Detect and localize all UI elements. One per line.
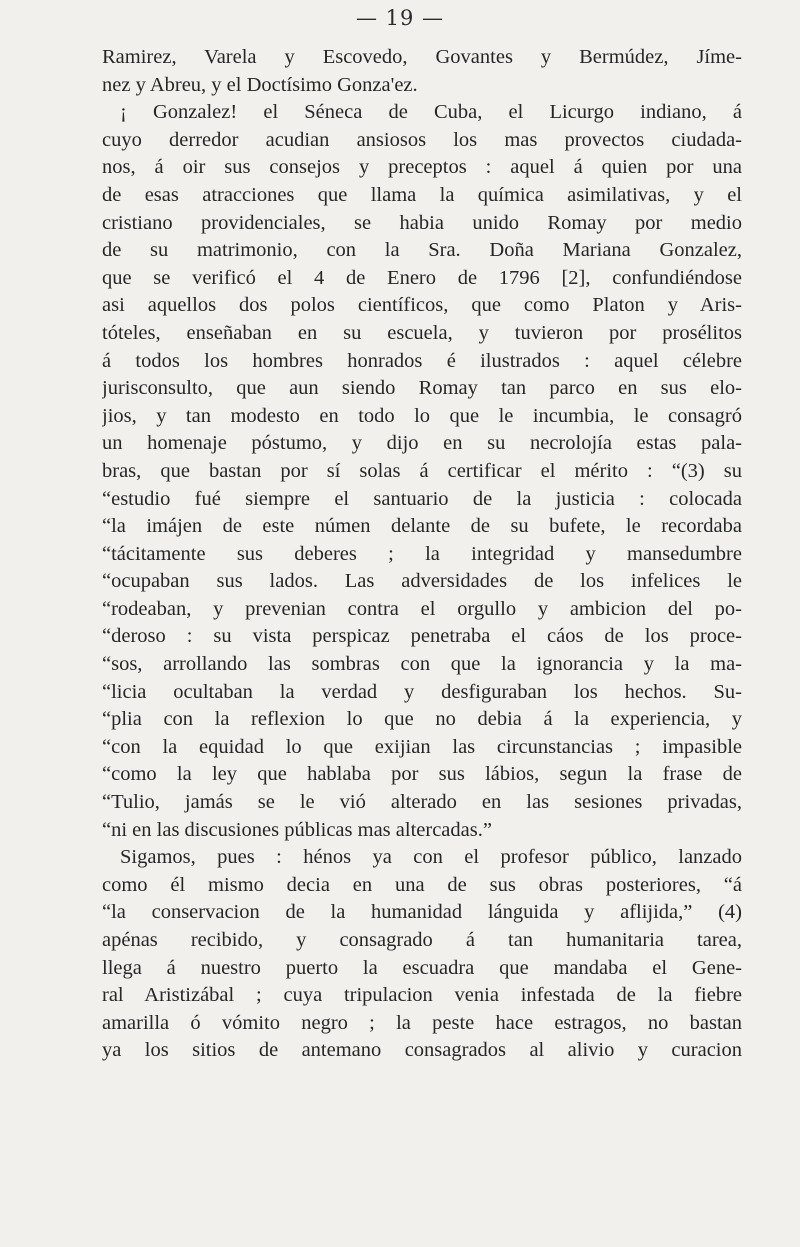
page-number: — 19 — xyxy=(355,6,445,30)
text-line: ral Aristizábal ; cuya tripulacion venia infestada de la fiebre xyxy=(102,984,742,1007)
text-line: “Tulio, jamás se le vió alterado en las sesiones privadas, xyxy=(102,791,742,814)
text-line: “la imájen de este númen delante de su bufete, le recordaba xyxy=(102,515,742,538)
text-line: “deroso : su vista perspicaz penetraba el cáos de los proce- xyxy=(102,625,742,648)
text-line: “ni en las discusiones públicas mas altercadas.” xyxy=(102,818,492,841)
text-line: Ramirez, Varela y Escovedo, Govantes y Bermúdez, Jíme- xyxy=(102,46,742,68)
text-line: “tácitamente sus deberes ; la integridad y mansedumbre xyxy=(102,542,742,565)
text-line: cristiano providenciales, se habia unido Romay por medio xyxy=(102,211,742,234)
text-line: ya los sitios de antemano consagrados al alivio y curacion xyxy=(102,1039,742,1062)
text-line: de esas atracciones que llama la química asimilativas, y el xyxy=(102,183,742,206)
text-line: nez y Abreu, y el Doctísimo Gonza'ez. xyxy=(102,73,418,96)
text-line: Sigamos, pues : hénos ya con el profesor público, lanzado xyxy=(120,846,742,869)
page-text xyxy=(102,44,742,1065)
text-line: “con la equidad lo que exijian las circunstancias ; impasible xyxy=(102,735,742,758)
text-line: nos, á oir sus consejos y preceptos : aquel á quien por una xyxy=(102,156,742,179)
text-line: cuyo derredor acudian ansiosos los mas provectos ciudada- xyxy=(102,128,742,151)
text-line: “sos, arrollando las sombras con que la ignorancia y la ma- xyxy=(102,653,742,676)
text-line: ¡ Gonzalez! el Séneca de Cuba, el Licurgo indiano, á xyxy=(120,101,742,124)
text-line: que se verificó el 4 de Enero de 1796 [2], confundiéndose xyxy=(102,266,742,289)
text-line: como él mismo decia en una de sus obras posteriores, “á xyxy=(102,873,742,896)
text-line: “como la ley que hablaba por sus lábios, segun la frase de xyxy=(102,763,742,786)
text-line: llega á nuestro puerto la escuadra que mandaba el Gene- xyxy=(102,956,742,979)
text-line: “licia ocultaban la verdad y desfiguraban los hechos. Su- xyxy=(102,680,742,703)
text-line: de su matrimonio, con la Sra. Doña Mariana Gonzalez, xyxy=(102,239,742,262)
text-line: bras, que bastan por sí solas á certificar el mérito : “(3) su xyxy=(102,459,742,482)
text-line: “rodeaban, y prevenian contra el orgullo y ambicion del po- xyxy=(102,597,742,620)
text-line: jurisconsulto, que aun siendo Romay tan parco en sus elo- xyxy=(102,377,742,400)
text-line: apénas recibido, y consagrado á tan humanitaria tarea, xyxy=(102,929,742,951)
text-line: un homenaje póstumo, y dijo en su necrolojía estas pala- xyxy=(102,432,742,455)
text-line: amarilla ó vómito negro ; la peste hace estragos, no bastan xyxy=(102,1011,742,1034)
text-line: tóteles, enseñaban en su escuela, y tuvieron por prosélitos xyxy=(102,321,742,344)
text-line: asi aquellos dos polos científicos, que como Platon y Aris- xyxy=(102,294,742,317)
text-line: “estudio fué siempre el santuario de la justicia : colocada xyxy=(102,487,742,510)
text-line: “plia con la reflexion lo que no debia á la experiencia, y xyxy=(102,708,742,731)
text-line: á todos los hombres honrados é ilustrados : aquel célebre xyxy=(102,349,742,372)
text-line: jios, y tan modesto en todo lo que le incumbia, le consagró xyxy=(102,404,742,427)
text-line: “la conservacion de la humanidad lánguida y aflijida,” (4) xyxy=(102,901,742,924)
text-line: “ocupaban sus lados. Las adversidades de los infelices le xyxy=(102,570,742,593)
